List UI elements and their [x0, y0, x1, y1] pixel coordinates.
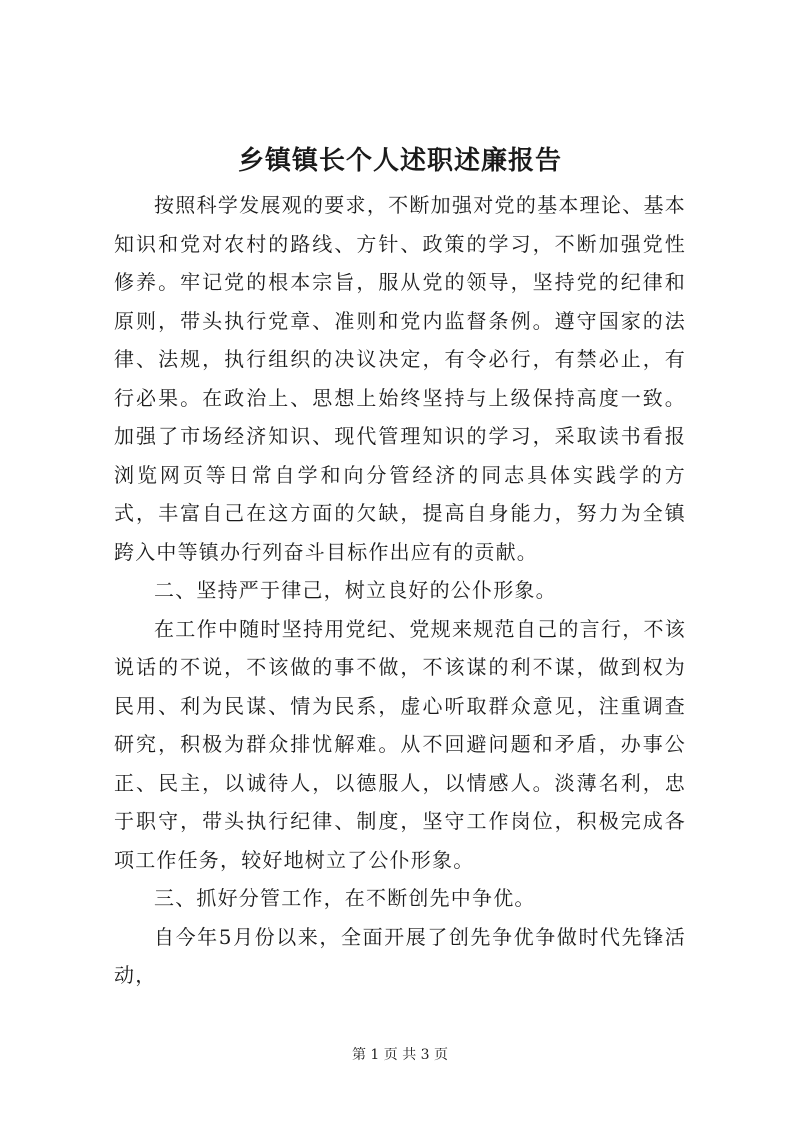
paragraph: 自今年5月份以来，全面开展了创先争优争做时代先锋活动， [114, 924, 686, 987]
paragraph: 在工作中随时坚持用党纪、党规来规范自己的言行，不该说话的不说，不该做的事不做，不该谋的利不谋，做到权为民用、利为民谋、情为民系，虚心听取群众意见，注重调查研究，积极为群众排忧解难。从不回避问题和矛盾，办事公正、民主，以诚待人，以德服人，以情感人。淡薄名利，忠于职守，带头执行纪律、制度，坚守工作岗位，积极完成各项工作任务，较好地树立了公仆形象。 [114, 616, 686, 872]
document-title: 乡镇镇长个人述职述廉报告 [237, 146, 562, 176]
section-heading: 二、坚持严于律己，树立良好的公仆形象。 [154, 578, 557, 602]
document-body [114, 186, 686, 995]
section-heading: 三、抓好分管工作，在不断创先中争优。 [154, 886, 536, 910]
paragraph: 按照科学发展观的要求，不断加强对党的基本理论、基本知识和党对农村的路线、方针、政策的学习，不断加强党性修养。牢记党的根本宗旨，服从党的领导，坚持党的纪律和原则，带头执行党章、准则和党内监督条例。遵守国家的法律、法规，执行组织的决议决定，有令必行，有禁必止，有行必果。在政治上、思想上始终坚持与上级保持高度一致。加强了市场经济知识、现代管理知识的学习，采取读书看报浏览网页等日常自学和向分管经济的同志具体实践学的方式，丰富自己在这方面的欠缺，提高自身能力，努力为全镇跨入中等镇办行列奋斗目标作出应有的贡献。 [114, 193, 686, 564]
page-number: 第 1 页 共 3 页 [351, 1047, 449, 1063]
